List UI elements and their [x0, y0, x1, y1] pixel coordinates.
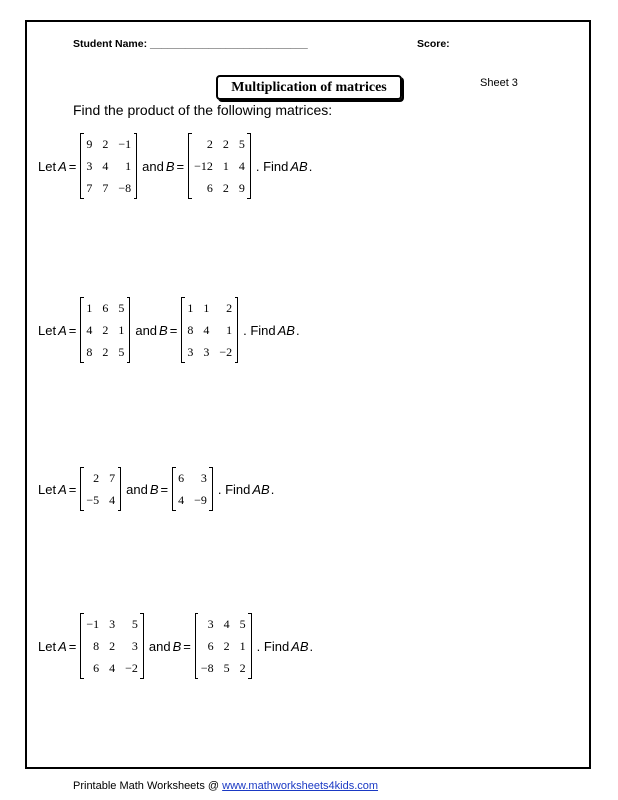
var-a: A [58, 322, 67, 338]
matrix-b [181, 297, 238, 363]
bracket-corner [118, 467, 121, 468]
matrix-row [189, 177, 251, 199]
period: . [309, 638, 314, 654]
matrix-row [81, 341, 130, 363]
var-b: B [159, 322, 168, 338]
matrix-cell: 3 [187, 345, 194, 359]
bracket-corner [127, 362, 130, 363]
matrix-cell: 5 [118, 301, 125, 315]
matrix-cell: 6 [207, 639, 214, 653]
matrix-cell: −8 [200, 661, 214, 675]
matrix-cell: 2 [206, 137, 213, 151]
matrix-cell: 5 [131, 617, 138, 631]
matrix-a [80, 613, 144, 679]
footer [73, 780, 378, 792]
matrix-cell: −5 [86, 493, 100, 507]
matrix-cell: 2 [109, 639, 116, 653]
matrix-cell: 3 [207, 617, 214, 631]
let-word: Let [38, 322, 57, 338]
matrix-cell: 4 [109, 661, 116, 675]
matrix-cell: 1 [203, 301, 210, 315]
matrix-cell: 4 [203, 323, 210, 337]
matrix-cell: 5 [239, 617, 246, 631]
matrix-cell: −1 [86, 617, 100, 631]
find-word: . Find [256, 638, 290, 654]
matrix-b [172, 467, 213, 511]
matrix-cell: 2 [223, 639, 230, 653]
matrix-row [182, 297, 238, 319]
matrix-cell: 4 [223, 617, 230, 631]
matrix-cell: 6 [206, 181, 213, 195]
matrix-cell: 2 [93, 471, 100, 485]
matrix-cell: 8 [93, 639, 100, 653]
matrix-row [81, 635, 144, 657]
matrix-cell: −9 [194, 493, 207, 507]
matrix-row [81, 133, 137, 155]
matrix-row [182, 319, 238, 341]
matrix-cell: 8 [187, 323, 194, 337]
product-ab: AB [277, 322, 295, 338]
matrix-row [195, 613, 251, 635]
matrix-row [173, 489, 213, 511]
equals-sign: = [68, 322, 77, 338]
matrix-cell: 9 [86, 137, 93, 151]
matrix-cell: 5 [238, 137, 245, 151]
score-label: Score: [417, 38, 450, 50]
matrix-row [81, 489, 121, 511]
matrix-cell: 1 [187, 301, 194, 315]
equals-sign: = [68, 158, 77, 174]
equals-sign: = [169, 322, 178, 338]
worksheet-title: Multiplication of matrices [216, 75, 402, 100]
matrix-cell: 2 [222, 181, 229, 195]
equals-sign: = [160, 481, 169, 497]
bracket-corner [140, 678, 143, 679]
bracket-corner [209, 467, 212, 468]
bracket-corner [127, 297, 130, 298]
bracket-corner [248, 678, 251, 679]
matrix-cell: 2 [102, 323, 109, 337]
matrix-b [195, 613, 252, 679]
and-word: and [135, 322, 158, 338]
matrix-row [189, 155, 251, 177]
var-b: B [172, 638, 182, 654]
product-ab: AB [252, 481, 270, 497]
bracket-corner [209, 510, 212, 511]
var-a: A [58, 481, 67, 497]
matrix-cell: 7 [102, 181, 109, 195]
matrix-a [80, 297, 130, 363]
matrix-row [81, 177, 137, 199]
matrix-cell: −2 [125, 661, 138, 675]
matrix-a [80, 467, 121, 511]
matrix-row [81, 297, 130, 319]
and-word: and [126, 481, 148, 497]
matrix-cell: 2 [226, 301, 233, 315]
matrix-cell: 3 [131, 639, 138, 653]
period: . [295, 322, 300, 338]
matrix-a [80, 133, 137, 199]
find-word: . Find [217, 481, 251, 497]
and-word: and [142, 158, 164, 174]
problem-3 [37, 467, 274, 511]
footer-link[interactable]: www.mathworksheets4kids.com [222, 780, 379, 792]
instruction-text: Find the product of the following matrices: [73, 102, 333, 118]
matrix-cell: 3 [200, 471, 207, 485]
problem-2 [37, 297, 300, 363]
matrix-cell: 8 [86, 345, 93, 359]
matrix-cell: 2 [222, 137, 229, 151]
matrix-cell: 2 [102, 137, 109, 151]
matrix-cell: 4 [178, 493, 185, 507]
equals-sign: = [183, 638, 191, 654]
matrix-cell: 1 [118, 323, 125, 337]
matrix-row [182, 341, 238, 363]
matrix-cell: 4 [238, 159, 245, 173]
matrix-cell: 6 [178, 471, 185, 485]
matrix-cell: −8 [118, 181, 132, 195]
footer-prefix: Printable Math Worksheets @ [73, 780, 223, 792]
matrix-cell: 4 [86, 323, 93, 337]
matrix-cell: 3 [86, 159, 93, 173]
period: . [270, 481, 275, 497]
matrix-row [81, 319, 130, 341]
problem-1 [37, 133, 312, 199]
bracket-corner [235, 362, 238, 363]
let-word: Let [38, 481, 57, 497]
matrix-cell: −12 [194, 159, 213, 173]
product-ab: AB [290, 158, 308, 174]
matrix-cell: 6 [102, 301, 109, 315]
product-ab: AB [291, 638, 309, 654]
matrix-row [81, 613, 144, 635]
matrix-row [195, 635, 251, 657]
matrix-cell: 3 [203, 345, 210, 359]
bracket-corner [235, 297, 238, 298]
matrix-cell: 1 [125, 159, 132, 173]
matrix-cell: 6 [93, 661, 100, 675]
equals-sign: = [176, 158, 185, 174]
bracket-corner [134, 198, 137, 199]
sheet-number: Sheet 3 [480, 77, 518, 89]
matrix-cell: −1 [118, 137, 132, 151]
var-a: A [58, 638, 67, 654]
equals-sign: = [68, 638, 77, 654]
find-word: . Find [255, 158, 289, 174]
matrix-cell: 9 [238, 181, 245, 195]
matrix-row [173, 467, 213, 489]
matrix-cell: 7 [86, 181, 93, 195]
bracket-corner [247, 133, 250, 134]
let-word: Let [38, 638, 57, 654]
matrix-cell: 1 [86, 301, 93, 315]
bracket-corner [247, 198, 250, 199]
matrix-row [81, 467, 121, 489]
matrix-cell: 1 [226, 323, 233, 337]
bracket-corner [134, 133, 137, 134]
student-name-label: Student Name: ___________________________ [73, 38, 308, 50]
period: . [308, 158, 313, 174]
matrix-cell: 2 [239, 661, 246, 675]
bracket-corner [118, 510, 121, 511]
bracket-corner [140, 613, 143, 614]
matrix-cell: 3 [109, 617, 116, 631]
matrix-b [188, 133, 251, 199]
matrix-cell: 1 [222, 159, 229, 173]
matrix-cell: 5 [223, 661, 230, 675]
and-word: and [148, 638, 171, 654]
matrix-cell: 5 [118, 345, 125, 359]
matrix-row [81, 155, 137, 177]
var-a: A [58, 158, 67, 174]
matrix-row [189, 133, 251, 155]
matrix-cell: 4 [109, 493, 116, 507]
matrix-cell: 4 [102, 159, 109, 173]
var-b: B [149, 481, 159, 497]
equals-sign: = [68, 481, 77, 497]
matrix-cell: 7 [109, 471, 116, 485]
matrix-cell: 1 [239, 639, 246, 653]
let-word: Let [38, 158, 57, 174]
var-b: B [165, 158, 175, 174]
matrix-cell: −2 [219, 345, 233, 359]
problem-4 [37, 613, 313, 679]
matrix-row [195, 657, 251, 679]
bracket-corner [248, 613, 251, 614]
matrix-row [81, 657, 144, 679]
matrix-cell: 2 [102, 345, 109, 359]
find-word: . Find [243, 322, 276, 338]
